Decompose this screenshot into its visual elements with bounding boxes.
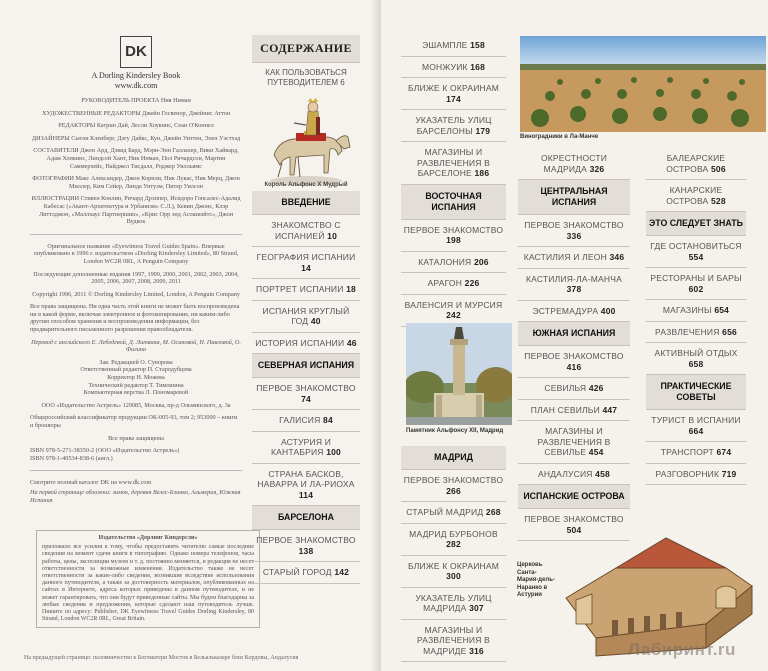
toc-entry[interactable] [252, 530, 360, 562]
toc-section-heading: СЕВЕРНАЯ ИСПАНИЯ [252, 354, 360, 378]
toc-column-1 [252, 35, 360, 584]
toc-item-page: 378 [566, 284, 582, 294]
credits-list [30, 97, 242, 226]
toc-item-label: АСТУРИЯ И КАНТАБРИЯ [271, 436, 332, 457]
watermark: Лабиринт.ru [628, 640, 736, 659]
toc-item-label: МАДРИД БУРБОНОВ [409, 528, 498, 539]
toc-item-label: ПЕРВОЕ ЗНАКОМСТВО [256, 383, 356, 393]
toc-item-page: 84 [323, 415, 333, 425]
toc-entry[interactable] [252, 432, 360, 464]
credit-line: ФОТОГРАФИИ Макс Александер, Джон Корнли, Ник Лукас, Ник Мерц, Джон Миллер, Ким Сейер, Линда Уитуэм, Питер Уилсон [32, 175, 240, 190]
toc-entry[interactable] [252, 333, 360, 355]
toc-item-page: 168 [470, 61, 486, 72]
toc-item-page: 654 [714, 305, 730, 315]
toc-item-page: 74 [301, 393, 311, 404]
toc-entry[interactable] [401, 35, 506, 57]
toc-entry[interactable] [518, 346, 630, 378]
toc-entry[interactable] [646, 410, 746, 442]
original-note: Оригинальное название «Eyewitness Travel Guides Spain». Впервые опубликовано в 1996 г. издательством «Dorling Kindersley Limited», 80 Strand, London WC2R 0RL, A Penguin Company [33, 242, 239, 265]
toc-column-2b [401, 446, 506, 662]
toc-entry[interactable] [518, 148, 630, 180]
toc-item-label: ПЕРВОЕ ЗНАКОМСТВО [256, 535, 356, 545]
toc-item-label: МАГАЗИНЫ И РАЗВЛЕЧЕНИЯ В МАДРИДЕ [417, 624, 490, 656]
toc-section-heading: МАДРИД [401, 446, 506, 470]
toc-item-label: ИСПАНИЯ КРУГЛЫЙ ГОД [262, 305, 350, 326]
credit-line: РЕДАКТОРЫ Катрин Дай, Лесли Хоукинс, Сеан О'Коннел [58, 122, 214, 130]
toc-column-2 [401, 35, 506, 327]
toc-item-page: 18 [346, 284, 356, 294]
toc-item-label: КАТАЛОНИЯ [418, 256, 472, 267]
toc-item-label: ГАЛИСИЯ [279, 415, 321, 425]
toc-item-label: ПЕРВОЕ ЗНАКОМСТВО [524, 220, 624, 230]
toc-entry[interactable] [518, 247, 630, 269]
toc-entry[interactable] [401, 78, 506, 110]
toc-item-page: 316 [469, 645, 484, 656]
toc-entry[interactable] [252, 378, 360, 410]
toc-item-label: ПОРТРЕТ ИСПАНИИ [256, 284, 344, 294]
toc-section-heading: БАРСЕЛОНА [252, 506, 360, 530]
previous-page-caption: На предыдущей странице: паломничество к Богоматери Мостов в Бельальказаре близ Кордовы, Андалусия [24, 655, 299, 661]
toc-item-page: 14 [301, 262, 311, 273]
toc-item-page: 336 [566, 230, 582, 241]
toc-item-label: АНДАЛУСИЯ [538, 468, 593, 479]
staff-line: Компьютерная верстка Л. Пономаревой [83, 389, 189, 397]
staff-line: Зав. Редакцией О. Суворова [99, 358, 173, 366]
toc-item-page: 326 [589, 163, 605, 174]
divider [30, 470, 242, 471]
toc-title: СОДЕРЖАНИЕ [252, 35, 360, 63]
toc-entry[interactable] [646, 236, 746, 268]
toc-item-page: 454 [588, 447, 604, 457]
toc-entry[interactable] [518, 464, 630, 486]
toc-item-label: РАЗВЛЕЧЕНИЯ [655, 326, 720, 337]
toc-entry[interactable] [646, 148, 746, 180]
staff-line: Корректор Н. Можева [107, 374, 165, 382]
toc-section-heading: ЭТО СЛЕДУЕТ ЗНАТЬ [646, 212, 746, 236]
toc-entry[interactable] [401, 588, 506, 620]
toc-item-page: 506 [710, 163, 726, 174]
toc-item-label: АРАГОН [427, 278, 463, 288]
toc-list [518, 148, 630, 541]
toc-item-label: ГДЕ ОСТАНОВИТЬСЯ [650, 241, 742, 251]
church-caption: Церковь Санта-Мария-дель-Наранко в Астурии [517, 562, 555, 598]
toc-item-label: РАЗГОВОРНИК [655, 468, 720, 479]
toc-item-label: ЗНАКОМСТВО С ИСПАНИЕЙ [271, 220, 341, 241]
toc-item-label: АКТИВНЫЙ ОТДЫХ [654, 348, 738, 358]
toc-entry[interactable] [401, 502, 506, 524]
toc-item-label: КАСТИЛИЯ И ЛЕОН [523, 252, 607, 262]
copyright-note: Copyright 1996, 2011 © Dorling Kindersley Limited, London, A Penguin Company [32, 290, 240, 298]
toc-entry[interactable] [401, 273, 506, 295]
divider [30, 234, 242, 235]
king-caption: Король Альфонс Х Мудрый [264, 182, 348, 188]
toc-item-label: СЕВИЛЬЯ [544, 383, 587, 393]
toc-entry[interactable] [252, 215, 360, 247]
toc-entry[interactable] [401, 470, 506, 502]
credit-line: СОСТАВИТЕЛИ Джон Ард, Дэвид Бард, Мэри-Энн Галлахер, Вики Хайвард, Адам Хопкинс, Линдсей Хант, Ник Инман, Пол Ричардсон, Мартин Саммерхейс, Найджел Тисдалл, Роджер Уилльямс [33, 147, 239, 170]
toc-item-label: ПЕРВОЕ ЗНАКОМСТВО [403, 475, 504, 485]
toc-item-page: 242 [446, 310, 461, 320]
toc-item-page: 426 [588, 383, 604, 393]
toc-section-heading: ВОСТОЧНАЯ ИСПАНИЯ [401, 185, 506, 220]
toc-item-label: КАНАРСКИЕ ОСТРОВА [666, 185, 723, 206]
toc-item-label: МАГАЗИНЫ И РАЗВЛЕЧЕНИЯ В СЕВИЛЬЕ [537, 426, 611, 457]
toc-item-page: 658 [688, 358, 704, 369]
toc-item-label: МАГАЗИНЫ [662, 305, 712, 315]
toc-item-page: 206 [473, 256, 489, 267]
toc-entry[interactable] [646, 442, 746, 464]
toc-item-label: СТАРЫЙ ГОРОД [262, 567, 332, 577]
toc-section-heading: ВВЕДЕНИЕ [252, 191, 360, 215]
monument-caption: Памятник Альфонсу XII, Мадрид [406, 428, 504, 434]
toc-item-page: 282 [446, 539, 461, 549]
toc-item-page: 268 [485, 507, 501, 517]
astrel-address: ООО «Издательство Астрель» 129085, Москва, пр-д Ольминского, д. 3а [41, 401, 231, 409]
toc-entry[interactable] [401, 295, 506, 327]
toc-item-page: 307 [469, 603, 484, 613]
toc-item-label: ЭШАМПЛЕ [422, 40, 468, 50]
toc-entry[interactable] [401, 524, 506, 556]
toc-item-label: МАГАЗИНЫ И РАЗВЛЕЧЕНИЯ В БАРСЕЛОНЕ [417, 147, 490, 178]
toc-entry[interactable] [401, 142, 506, 185]
toc-list [646, 148, 746, 485]
translation-credit: Перевод с английского Е. Лебедевой, Д. Литвина, М. Осиновой, Н. Павловой, О. Филина [31, 338, 241, 354]
toc-item-page: 719 [721, 468, 737, 479]
toc-item-page: 416 [566, 361, 582, 372]
toc-item-page: 664 [688, 425, 704, 436]
credit-line: ХУДОЖЕСТВЕННЫЕ РЕДАКТОРЫ Джейн Госвенор, Джейниc Аттон [42, 109, 230, 117]
toc-entry[interactable] [646, 300, 746, 322]
toc-item-label: КАК ПОЛЬЗОВАТЬСЯ ПУТЕВОДИТЕЛЕМ [265, 68, 347, 87]
toc-item-label: ТУРИСТ В ИСПАНИИ [651, 415, 741, 425]
vineyard-image [520, 36, 766, 132]
reprints-note: Последующие дополненные издания 1997, 1999, 2000, 2001, 2002, 2003, 2004, 2005, 2006, 2007, 2008, 2009, 2011 [33, 270, 239, 286]
toc-item-page: 174 [446, 93, 461, 104]
toc-item-page: 447 [602, 404, 618, 415]
toc-entry[interactable] [401, 220, 506, 252]
toc-item-page: 158 [470, 40, 485, 50]
toc-entry[interactable] [252, 279, 360, 301]
toc-item-label: ТРАНСПОРТ [660, 447, 714, 457]
vineyard-caption: Виноградники в Ла-Манче [520, 134, 599, 140]
toc-item-label: БЛИЖЕ К ОКРАИНАМ [408, 560, 499, 571]
cover-note: На первой странице обложки: замок, деревня Велес-Бланко, Альмерия, Южная Испания [30, 488, 241, 504]
toc-item-label: УКАЗАТЕЛЬ УЛИЦ БАРСЕЛОНЫ [415, 115, 492, 136]
toc-item-label: ИСТОРИЯ ИСПАНИИ [255, 337, 345, 348]
publisher-name: A Dorling Kindersley Book [91, 71, 181, 80]
toc-item-page: 266 [446, 485, 461, 496]
toc-entry[interactable] [646, 322, 746, 344]
toc-item-label: ПЕРВОЕ ЗНАКОМСТВО [524, 351, 624, 361]
imprint-block [30, 36, 242, 509]
toc-item-page: 138 [298, 545, 314, 556]
classifier-note: Общероссийский классификатор продукции ОК-005-93, том 2; 953000 – книги и брошюры [30, 414, 238, 429]
toc-item-page: 528 [710, 195, 726, 206]
toc-item-label: БАЛЕАРСКИЕ ОСТРОВА [666, 153, 726, 174]
toc-item-page: 458 [595, 468, 610, 479]
toc-entry[interactable] [646, 180, 746, 212]
toc-section-heading: ИСПАНСКИЕ ОСТРОВА [518, 485, 630, 509]
toc-entry[interactable] [518, 378, 630, 400]
toc-entry[interactable] [401, 57, 506, 79]
toc-entry[interactable] [252, 562, 360, 584]
toc-item-label: ПЛАН СЕВИЛЬИ [530, 404, 600, 415]
king-on-horse-image [252, 93, 360, 191]
toc-how-to-use[interactable] [252, 63, 360, 93]
catalog-note: Смотрите полный каталог DK на www.dk.com [30, 479, 152, 487]
toc-entry[interactable] [646, 268, 746, 300]
toc-entry[interactable] [518, 215, 630, 247]
toc-item-label: ПЕРВОЕ ЗНАКОМСТВО [403, 224, 504, 235]
publisher-website: www.dk.com [114, 81, 158, 90]
toc-entry[interactable] [518, 269, 630, 301]
toc-entry[interactable] [401, 252, 506, 274]
left-page [0, 0, 381, 671]
toc-item-page: 554 [688, 251, 704, 262]
staff-line: Ответственный редактор П. Стародубцева [80, 366, 192, 374]
isbn-english: ISBN 978-1-40534-838-6 (англ.) [30, 454, 113, 462]
toc-item-page: 142 [334, 567, 350, 577]
toc-entry[interactable] [401, 620, 506, 663]
toc-item-label: ГЕОГРАФИЯ ИСПАНИИ [256, 252, 356, 262]
toc-entry[interactable] [401, 556, 506, 588]
toc-item-page: 300 [446, 571, 461, 581]
toc-item-label: ЭСТРЕМАДУРА [532, 305, 599, 316]
toc-item-page: 10 [327, 230, 338, 241]
credit-line: РУКОВОДИТЕЛЬ ПРОЕКТА Ния Ниман [81, 97, 191, 104]
toc-entry[interactable] [518, 421, 630, 464]
toc-item-page: 602 [688, 283, 704, 294]
notice-title: Издательство «Дорлинг Киндерсли» [98, 535, 198, 541]
toc-entry[interactable] [252, 410, 360, 432]
toc-section-heading: ПРАКТИЧЕСКИЕ СОВЕТЫ [646, 375, 746, 410]
toc-entry[interactable] [646, 343, 746, 375]
toc-item-page: 226 [464, 278, 480, 288]
toc-item-page: 179 [475, 125, 491, 136]
toc-item-label: ПЕРВОЕ ЗНАКОМСТВО [524, 514, 624, 524]
toc-item-label: РЕСТОРАНЫ И БАРЫ [650, 273, 742, 283]
isbn-russian: ISBN 978-5-271-38350-2 (ООО «Издательство Астрель») [30, 447, 180, 455]
toc-item-page: 346 [609, 252, 625, 262]
rights-note: Все права защищены. Ни одна часть этой книги не может быть воспроизведена ни в какой форме, включая электронное и фотокопирование, ни каким-либо другим способом хранения и воспроизведения информации, без предварительного письменного разрешения правообладателя. [30, 303, 240, 334]
toc-entry[interactable] [252, 247, 360, 279]
toc-column-4 [646, 148, 746, 485]
toc-entry[interactable] [518, 301, 630, 323]
toc-list [401, 35, 506, 327]
publisher-notice [36, 530, 260, 628]
toc-item-page: 100 [326, 447, 341, 457]
toc-item-label: ОКРЕСТНОСТИ МАДРИДА [540, 153, 608, 174]
monument-image [406, 323, 512, 425]
notice-text: приложило все усилия к тому, чтобы предоставить читателю самые последние сведения на момент сдачи книги в типографию. Однако номера телефонов, часы работы, цены, экспозиции музеев и т. д. постоянно меняются, и редакция не несет ответственности за возможные изменения. Издательство также не несет ответственности за какие-либо сведения, возникшие вследствие использования данного путеводителя, а также за достоверность материалов, опубликованных на сайтах в Интернете, адреса которых приведены в данном путеводителе, и не может гарантировать, что они будут приведенные сайты. Мы будем благодарны за любые сведения и предложения, которые сделают наш путеводитель лучше. Пишите по адресу: Publisher, DK Eyewitness Travel Guides Dorling Kindersley, 80 Strand, London WC2R 0RL, Great Britain. [42, 544, 254, 623]
toc-item-page: 674 [716, 447, 732, 457]
king-figure [252, 93, 360, 191]
toc-section-heading: ЦЕНТРАЛЬНАЯ ИСПАНИЯ [518, 180, 630, 215]
toc-item-page: 656 [722, 326, 737, 337]
toc-item-page: 400 [600, 305, 616, 316]
dk-logo: DK [120, 36, 152, 68]
toc-item-label: СТАРЫЙ МАДРИД [406, 507, 484, 517]
toc-entry[interactable] [401, 110, 506, 142]
toc-entry[interactable] [252, 301, 360, 333]
toc-item-label: СТРАНА БАСКОВ, НАВАРРА И ЛА-РИОХА [257, 468, 355, 489]
toc-item-label: КАСТИЛИЯ-ЛА-МАНЧА [526, 273, 622, 284]
toc-item-label: УКАЗАТЕЛЬ УЛИЦ МАДРИДА [415, 592, 492, 613]
toc-item-page: 114 [298, 489, 314, 500]
toc-column-3 [518, 148, 630, 541]
toc-list [401, 446, 506, 662]
toc-entry[interactable] [252, 464, 360, 507]
toc-section-heading: ЮЖНАЯ ИСПАНИЯ [518, 322, 630, 346]
toc-item-page: 46 [346, 337, 357, 348]
toc-item-label: ВАЛЕНСИЯ И МУРСИЯ [404, 299, 503, 310]
toc-item-page: 504 [566, 524, 582, 535]
credit-line: ИЛЛЮСТРАЦИИ Стивен Конлин, Ричард Дрэппер, Исидоро Гонсалес-Адалид Кабесас («Акант-Архитектура и Урбанизм» С.Л.), Кевин Джонс, Клэр Литтлджон, «Маллхаус Партнершип», «Крис Орр энд Асошиэйтс», Джон Вудкок [31, 195, 241, 226]
church-illustration [556, 528, 761, 658]
all-rights: Все права защищены [108, 434, 164, 442]
staff-line: Технический редактор Т. Тимошина [88, 381, 184, 389]
toc-item-page: 40 [310, 316, 321, 326]
toc-list [252, 191, 360, 584]
toc-item-page: 198 [446, 235, 461, 245]
toc-item-label: МОНЖУИК [421, 61, 468, 72]
toc-entry[interactable] [518, 400, 630, 422]
toc-entry[interactable] [646, 464, 746, 486]
toc-item-page: 6 [340, 78, 345, 87]
toc-item-page: 186 [474, 168, 490, 178]
toc-item-label: БЛИЖЕ К ОКРАИНАМ [408, 83, 499, 93]
credit-line: ДИЗАЙНЕРЫ Сьюзи Кленберг, Дэгу Дайкс, Кун, Джейн Уиттен, Элен Уэстхэд [31, 134, 241, 142]
